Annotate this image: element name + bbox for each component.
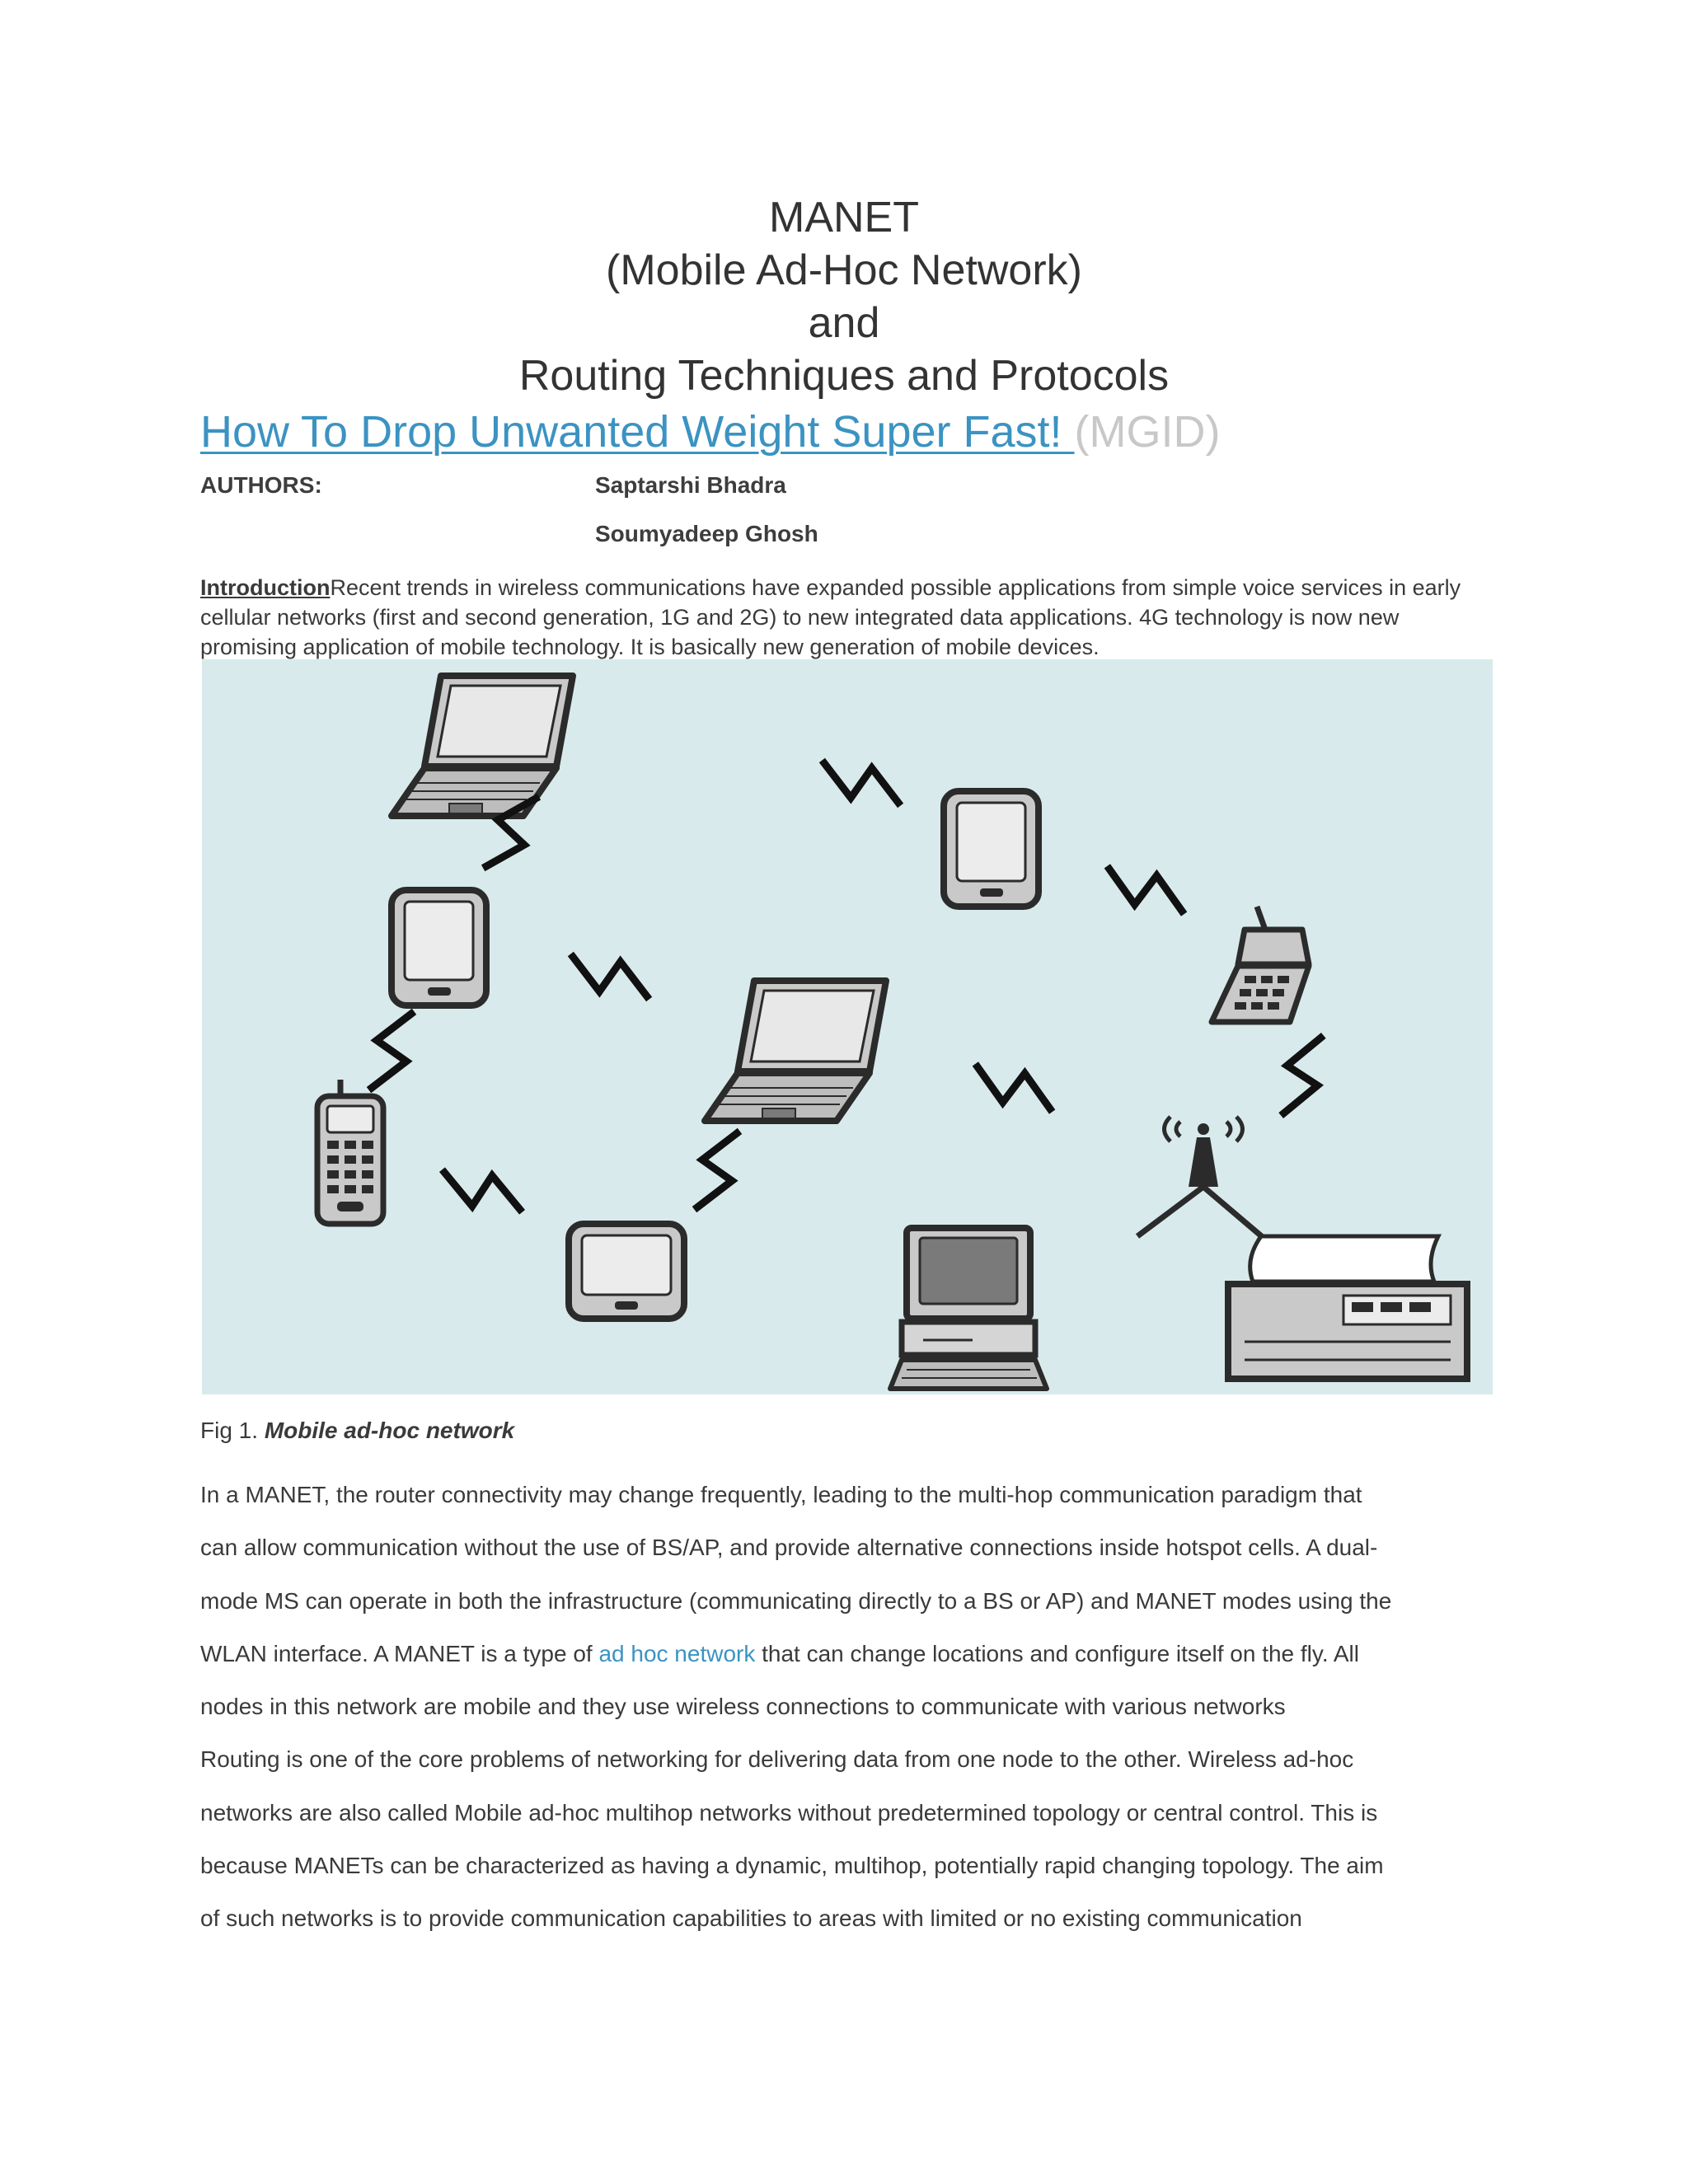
flip-phone-icon [1212,907,1309,1022]
body-line: mode MS can operate in both the infrastructure (communicating directly to a BS or AP) and MANET modes using the [200,1587,1392,1614]
tablet-icon [944,791,1039,907]
introduction-paragraph [200,573,1474,662]
wireless-link-icon [678,1122,755,1218]
body-line [200,1628,1494,1680]
figure-caption-title: Mobile ad-hoc network [264,1418,515,1443]
wireless-link-icon [1098,851,1194,930]
body-line: can allow communication without the use of BS/AP, and provide alternative connections inside hotspot cells. A dual- [200,1535,1378,1561]
sponsored-ad [200,404,1220,460]
ad-hoc-network-link[interactable]: ad hoc network [598,1640,756,1666]
body-line-segment: that can change locations and configure itself on the fly. All [755,1640,1359,1666]
desktop-computer-icon [890,1228,1047,1389]
body-line-segment: WLAN interface. A MANET is a type of [200,1640,599,1666]
body-line: In a MANET, the router connectivity may change frequently, leading to the multi-hop communication paradigm that [200,1482,1362,1507]
body-line: of such networks is to provide communication capabilities to areas with limited or no existing communication [200,1905,1302,1932]
wireless-link-icon [813,744,909,821]
author-name: Saptarshi Bhadra [595,472,786,498]
title-line-1: MANET [769,194,919,241]
manet-diagram [202,659,1493,1394]
tablet-icon [392,890,486,1005]
introduction-text: Recent trends in wireless communications have expanded possible applications from simple voice services in early cellular networks (first and second generation, 1G and 2G) to new integrated data applications. 4G technology is now new promising application of mobile technology. It is basically new generation of mobile devices. [200,575,1461,659]
printer-icon [1228,1236,1467,1379]
wireless-link-icon [353,1002,429,1099]
wireless-link-icon [561,938,658,1015]
wireless-link-icon [1265,1027,1339,1124]
title-line-4: Routing Techniques and Protocols [518,352,1170,400]
manet-figure [202,659,1493,1394]
body-line: because MANETs can be characterized as having a dynamic, multihop, potentially rapid changing topology. The aim [200,1853,1384,1879]
wireless-link-icon [434,1154,531,1228]
laptop-icon [705,981,886,1121]
tablet-icon [569,1224,684,1319]
title-line-3: and [808,299,880,347]
mobile-phone-icon [317,1080,383,1224]
body-line: nodes in this network are mobile and they use wireless connections to communicate with various networks [200,1694,1286,1720]
wireless-link-icon [966,1048,1062,1127]
title-line-2: (Mobile Ad-Hoc Network) [606,246,1082,294]
sponsored-ad-link[interactable]: How To Drop Unwanted Weight Super Fast! [200,407,1075,457]
authors-label: AUTHORS: [200,472,322,498]
body-paragraph [200,1469,1494,1946]
laptop-icon [392,676,573,816]
author-name: Soumyadeep Ghosh [595,521,818,546]
body-line: networks are also called Mobile ad-hoc multihop networks without predetermined topology or central control. This is [200,1799,1378,1825]
sponsored-ad-tag: (MGID) [1074,407,1221,457]
introduction-heading: Introduction [200,575,331,600]
body-line: Routing is one of the core problems of networking for delivering data from one node to the other. Wireless ad-hoc [200,1746,1354,1773]
document-title [0,191,1688,402]
figure-caption [200,1418,514,1444]
figure-caption-prefix: Fig 1. [200,1418,265,1443]
